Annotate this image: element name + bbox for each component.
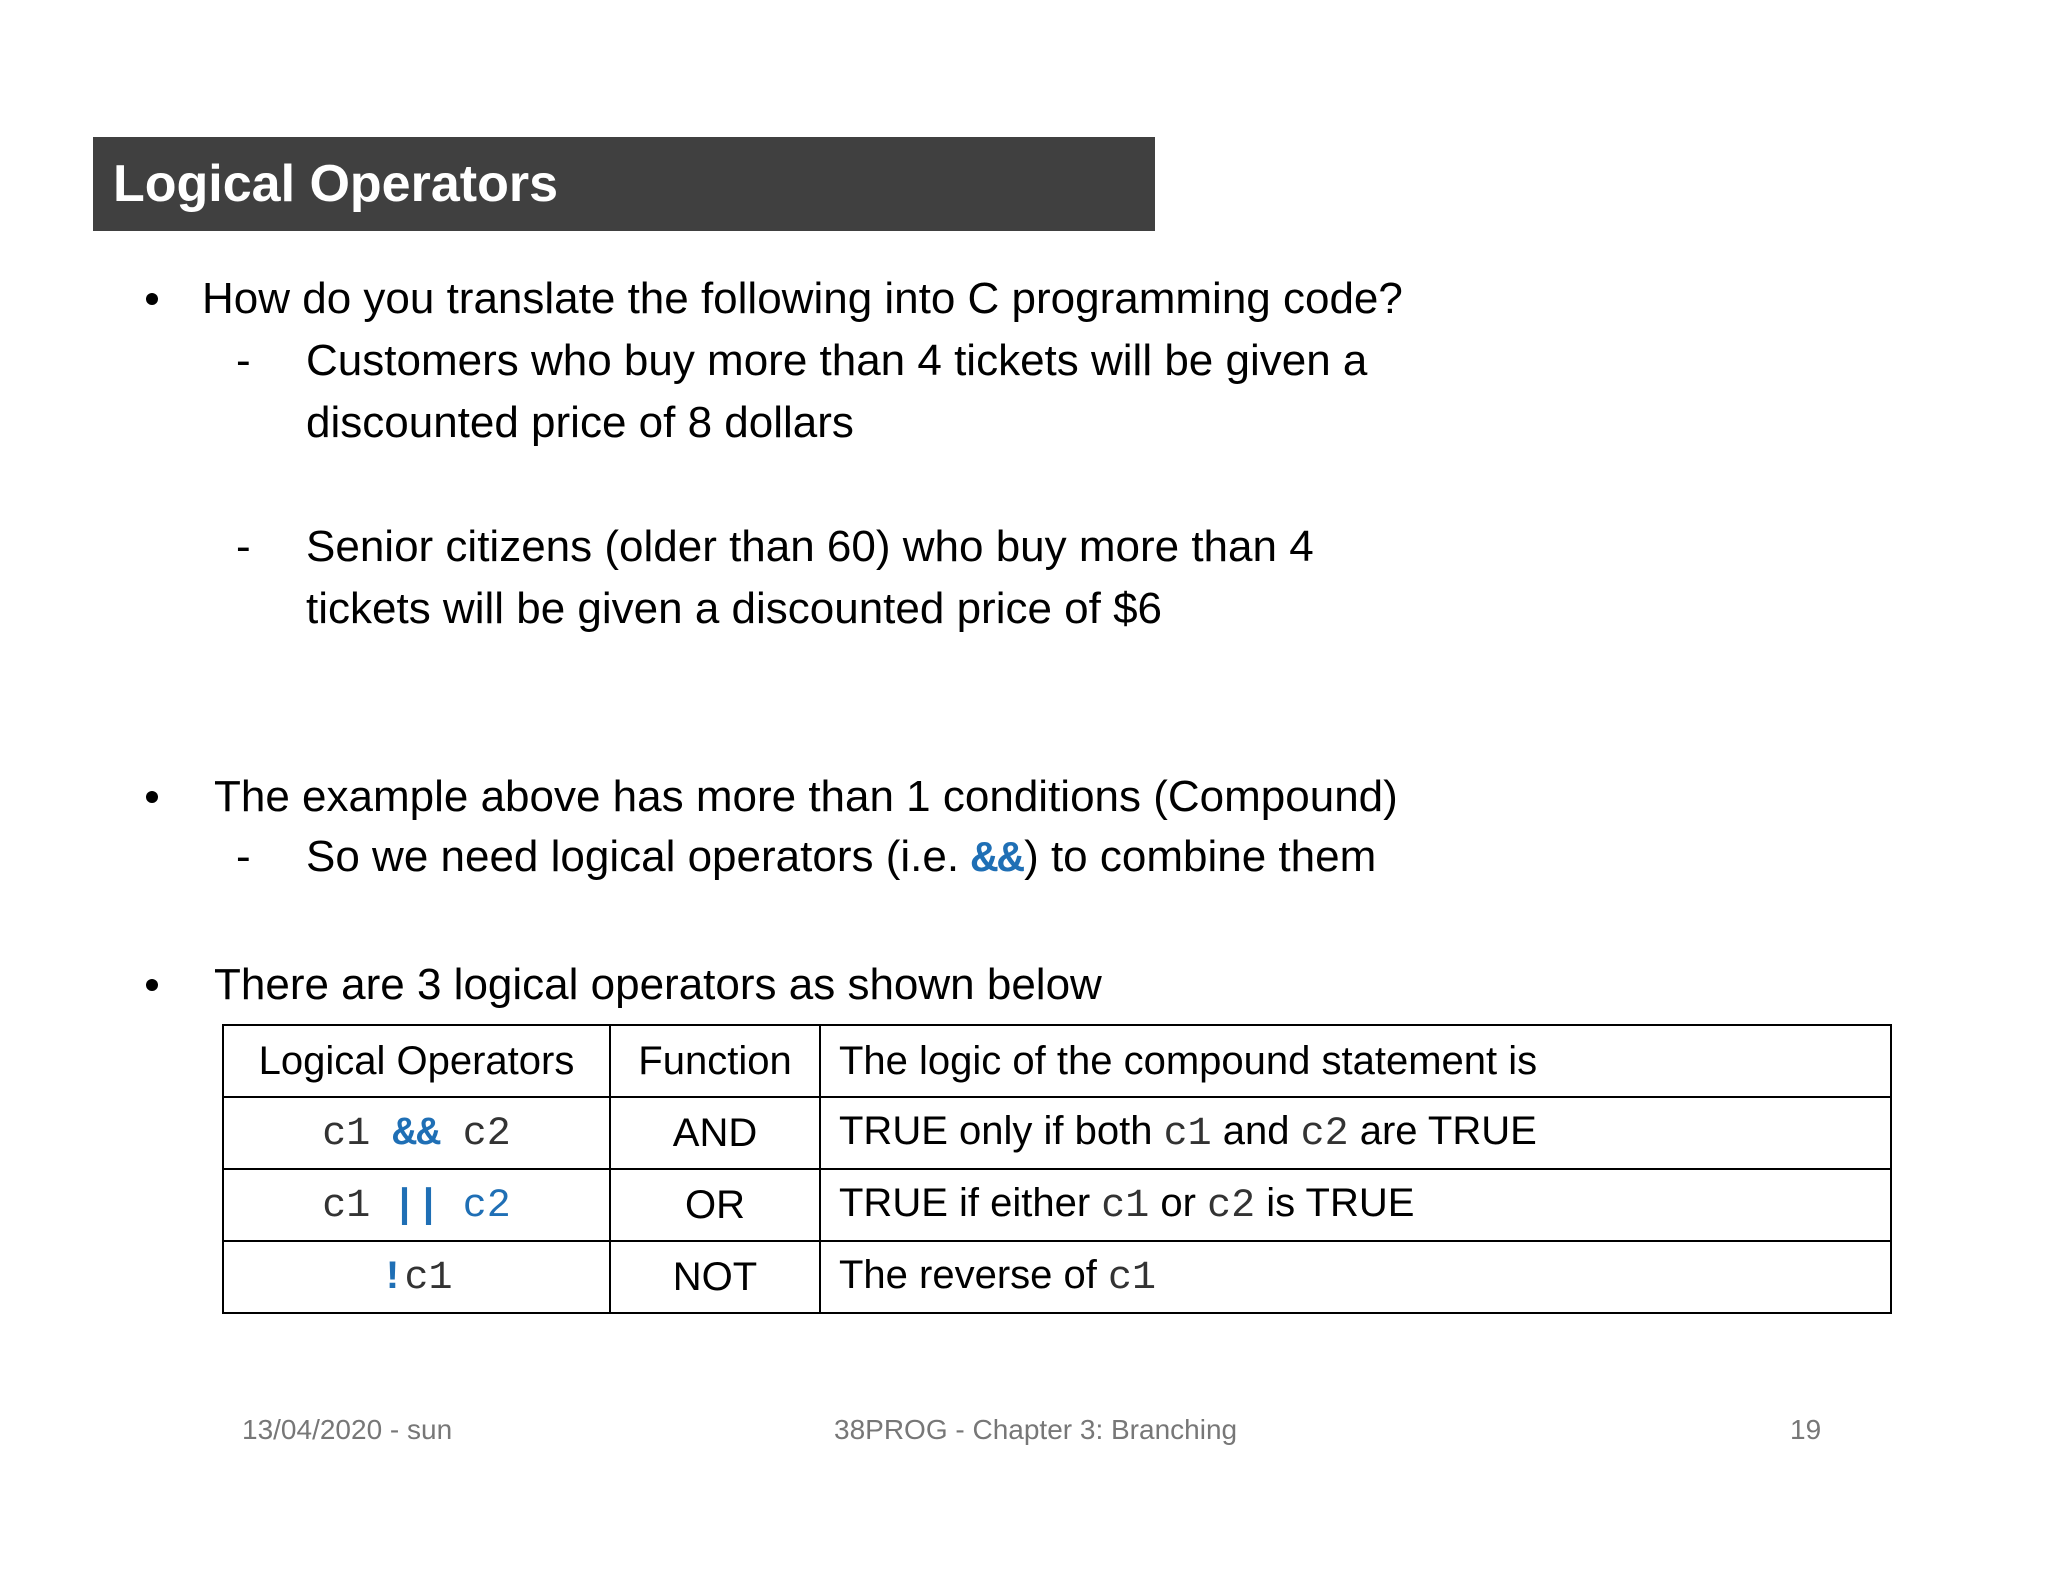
operand-code: c1 — [322, 1184, 371, 1229]
logic-cell — [820, 1097, 1891, 1169]
footer-course: 38PROG - Chapter 3: Branching — [834, 1414, 1238, 1445]
subitem-line: Senior citizens (older than 60) who buy more than 4 — [306, 522, 1314, 571]
table-row — [223, 1169, 1891, 1241]
bullet-text: There are 3 logical operators as shown below — [214, 960, 1102, 1009]
function-cell: AND — [610, 1097, 820, 1169]
dash-marker: - — [236, 522, 251, 571]
logic-cell — [820, 1169, 1891, 1241]
logic-text: TRUE only if both — [839, 1109, 1164, 1153]
logic-text: are TRUE — [1348, 1109, 1537, 1153]
table-row — [223, 1241, 1891, 1313]
footer-date: 13/04/2020 - sun — [242, 1414, 453, 1445]
slide-title-bar — [93, 137, 1155, 231]
table-header-cell: The logic of the compound statement is — [820, 1025, 1891, 1097]
logic-text: The reverse of — [839, 1253, 1109, 1297]
dash-marker: - — [236, 336, 251, 385]
table-header-row — [223, 1025, 1891, 1097]
operator-symbol: ! — [380, 1256, 405, 1301]
bullet-dot — [146, 293, 158, 305]
operator-cell — [223, 1241, 610, 1313]
subitem-line: tickets will be given a discounted price of $6 — [306, 584, 1163, 633]
table-header-cell: Logical Operators — [223, 1025, 610, 1097]
and-operator-code: && — [971, 835, 1025, 885]
operator-symbol: && — [392, 1112, 441, 1157]
function-cell: OR — [610, 1169, 820, 1241]
bullet-dot — [146, 979, 158, 991]
logic-cell — [820, 1241, 1891, 1313]
logical-operators-table — [222, 1024, 1892, 1314]
footer-page-number: 19 — [1790, 1414, 1822, 1445]
table-row — [223, 1097, 1891, 1169]
operator-cell — [223, 1097, 610, 1169]
operator-cell — [223, 1169, 610, 1241]
operand-code: c1 — [1163, 1112, 1212, 1157]
subitem-line: discounted price of 8 dollars — [306, 398, 854, 447]
bullet-text: The example above has more than 1 conditions (Compound) — [214, 772, 1398, 821]
operand-code: c2 — [462, 1184, 511, 1229]
subitem-line — [306, 826, 1376, 891]
dash-marker: - — [236, 832, 251, 881]
operand-code: c1 — [1101, 1184, 1150, 1229]
subitem-text: ) to combine them — [1024, 832, 1377, 881]
operator-symbol: || — [392, 1184, 441, 1229]
operand-code: c1 — [1108, 1256, 1157, 1301]
logic-text: is TRUE — [1255, 1181, 1415, 1225]
operand-code: c2 — [1300, 1112, 1349, 1157]
operand-code: c2 — [462, 1112, 511, 1157]
subitem-line: Customers who buy more than 4 tickets will be given a — [306, 336, 1368, 385]
logic-text: and — [1211, 1109, 1301, 1153]
function-cell: NOT — [610, 1241, 820, 1313]
bullet-dot — [146, 791, 158, 803]
logic-text: TRUE if either — [839, 1181, 1102, 1225]
operand-code: c1 — [404, 1256, 453, 1301]
table-header-cell: Function — [610, 1025, 820, 1097]
operand-code: c1 — [322, 1112, 371, 1157]
operand-code: c2 — [1207, 1184, 1256, 1229]
subitem-text: So we need logical operators (i.e. — [306, 832, 972, 881]
logic-text: or — [1149, 1181, 1208, 1225]
slide-title: Logical Operators — [113, 155, 558, 213]
bullet-text: How do you translate the following into C programming code? — [202, 274, 1403, 323]
